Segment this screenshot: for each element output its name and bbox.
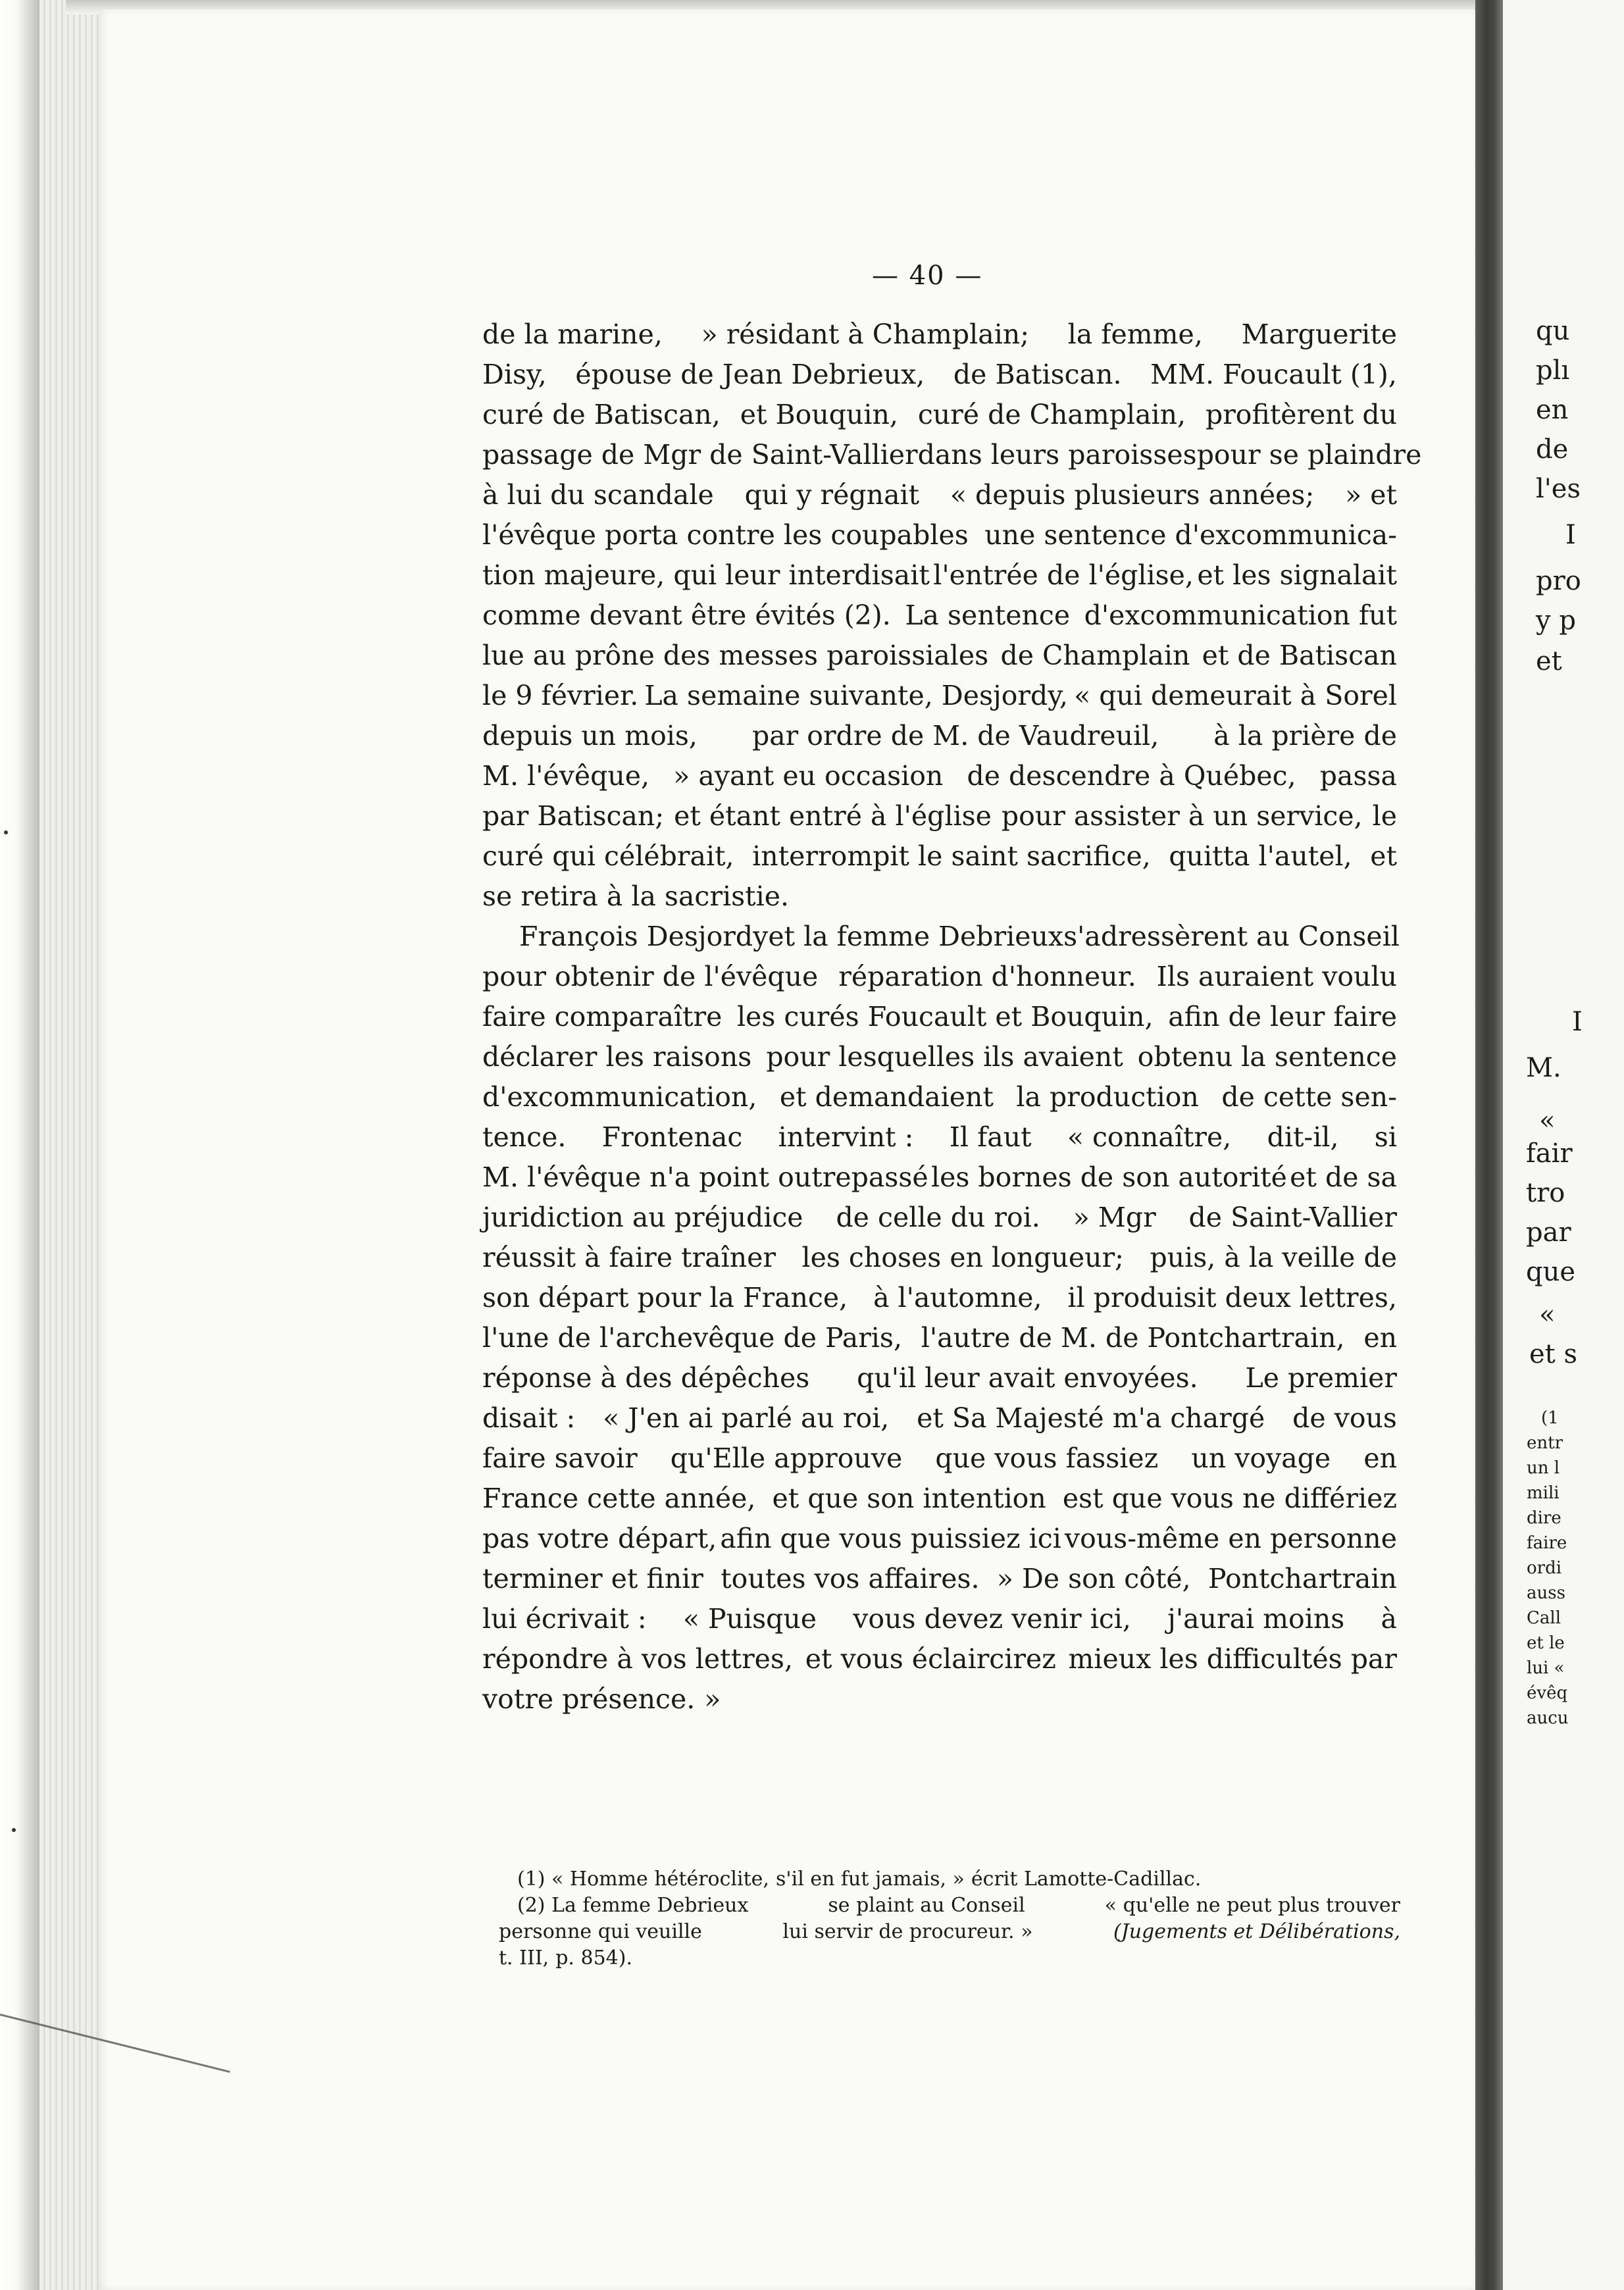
text-segment: Ils auraient voulu (1156, 961, 1397, 992)
text-segment: les curés Foucault et Bouquin, (736, 1001, 1154, 1032)
text-segment: la production (1016, 1081, 1199, 1113)
text-segment: depuis un mois, (482, 720, 698, 751)
scan-artifact-dot (4, 830, 8, 834)
text-segment: lue au prône des messes paroissiales (482, 640, 989, 671)
text-segment: et vous éclaircirez (805, 1643, 1056, 1675)
text-segment: » résidant à Champlain; (701, 318, 1030, 350)
right-page-footnote-text: ordi (1527, 1558, 1562, 1578)
text-line (482, 475, 1397, 515)
text-segment: toutes vos affaires. (721, 1563, 980, 1594)
text-segment: vous-même en personne (1064, 1523, 1397, 1554)
text-segment: l'une de l'archevêque de Paris, (482, 1322, 902, 1354)
text-line (482, 1238, 1397, 1278)
stacked-page-edges (39, 0, 102, 2290)
text-segment: de cette sen- (1221, 1081, 1397, 1113)
right-page-text: pro (1536, 566, 1581, 596)
text-segment: intervint : (778, 1121, 914, 1153)
text-segment: l'autre de M. de Pontchartrain, (921, 1322, 1345, 1354)
right-page-text: y p (1536, 605, 1576, 636)
text-segment: obtenu la sentence (1137, 1041, 1397, 1073)
text-segment: par Batiscan; (482, 800, 665, 832)
text-line (482, 836, 1397, 877)
text-segment: Pontchartrain (1208, 1563, 1397, 1594)
text-segment: à la prière de (1213, 720, 1397, 751)
text-segment: profitèrent du (1205, 399, 1397, 430)
text-segment: le (1372, 800, 1397, 832)
right-page-footnote-text: auss (1527, 1583, 1565, 1603)
text-segment: les bornes de son autorité (930, 1161, 1287, 1193)
text-line (482, 395, 1397, 435)
text-segment: La sentence (905, 599, 1071, 631)
text-segment: est que vous ne différiez (1062, 1483, 1397, 1514)
footnote-line (499, 1866, 1400, 1893)
right-page-footnote-text: mili (1527, 1483, 1560, 1503)
text-segment: d'excommunication, (482, 1081, 757, 1113)
text-segment: de descendre à Québec, (967, 760, 1296, 792)
footnotes (499, 1866, 1400, 1972)
text-segment: M. l'évêque, (482, 760, 650, 792)
text-segment: répondre à vos lettres, (482, 1643, 794, 1675)
right-page-text: I (1572, 1007, 1583, 1037)
text-segment: comme devant être évités (2). (482, 599, 891, 631)
text-segment: « connaître, (1067, 1121, 1232, 1153)
text-segment: MM. Foucault (1), (1150, 359, 1397, 390)
text-segment: à lui du scandale (482, 479, 714, 511)
text-segment: faire savoir (482, 1442, 638, 1474)
text-segment: » De son côté, (996, 1563, 1191, 1594)
text-line (482, 1077, 1397, 1117)
text-segment: pour assister à un service, (1001, 800, 1363, 832)
text-segment: « Puisque (682, 1603, 817, 1635)
text-line (482, 1318, 1397, 1358)
text-segment: quitta l'autel, (1169, 840, 1352, 872)
text-line (482, 1117, 1397, 1158)
text-segment: lui écrivait : (482, 1603, 647, 1635)
footnote-segment: se plaint au Conseil (828, 1894, 1025, 1917)
text-segment: curé de Batiscan, (482, 399, 721, 430)
text-segment: un voyage (1191, 1442, 1331, 1474)
text-line (482, 1398, 1397, 1438)
text-segment: Disy, (482, 359, 547, 390)
text-segment: passage de Mgr de Saint-Vallier (482, 439, 918, 471)
text-segment: réparation d'honneur. (838, 961, 1136, 992)
text-line (482, 676, 1397, 716)
text-segment: interrompit le saint sacrifice, (752, 840, 1151, 872)
text-segment: vous devez venir ici, (853, 1603, 1131, 1635)
footnote-segment: écrit Lamotte-Cadillac. (971, 1868, 1202, 1891)
text-line (482, 1438, 1397, 1479)
text-segment: et de sa (1290, 1161, 1397, 1193)
right-page-text: fair (1526, 1138, 1573, 1169)
right-page-text: de (1536, 434, 1569, 465)
right-page-footnote-text: dire (1527, 1508, 1561, 1528)
footnote-segment: lui servir de procureur. » (782, 1920, 1033, 1943)
text-segment: Il faut (949, 1121, 1032, 1153)
text-line (482, 716, 1397, 756)
text-segment: le 9 février. (482, 680, 639, 711)
body-text (482, 315, 1422, 1719)
text-segment: de Champlain (1000, 640, 1190, 671)
right-page-text: I (1565, 520, 1576, 550)
text-segment: et la femme Debrieux (768, 921, 1064, 952)
text-segment: à l'automne, (873, 1282, 1042, 1313)
text-segment: les choses en longueur; (801, 1242, 1124, 1273)
text-segment: tence. (482, 1121, 567, 1153)
book-gutter (1475, 0, 1503, 2290)
text-segment: j'aurai moins (1167, 1603, 1345, 1635)
text-segment: si (1374, 1121, 1397, 1153)
text-line (482, 1679, 1397, 1719)
text-segment: et demandaient (779, 1081, 994, 1113)
text-line (482, 1278, 1397, 1318)
text-segment: se retira à la sacristie. (482, 880, 790, 912)
text-segment: qui y régnait (744, 479, 920, 511)
text-segment: juridiction au préjudice (482, 1202, 803, 1233)
text-segment: pour se plaindre (1196, 439, 1422, 471)
right-page-fragment (1503, 0, 1624, 2290)
text-line (482, 1198, 1397, 1238)
text-segment: tion majeure, qui leur interdisait (482, 559, 930, 591)
text-segment: Frontenac (601, 1121, 743, 1153)
right-page-footnote-text: faire (1527, 1533, 1567, 1553)
text-segment: afin de leur faire (1168, 1001, 1397, 1032)
text-line (482, 1559, 1397, 1599)
text-line (482, 1479, 1397, 1519)
text-line (482, 877, 1397, 917)
text-segment: de la marine, (482, 318, 663, 350)
text-segment: réponse à des dépêches (482, 1362, 810, 1394)
footnote-segment: (2) La femme Debrieux (517, 1894, 749, 1917)
text-segment: et Sa Majesté m'a chargé (917, 1402, 1265, 1434)
text-segment: pour obtenir de l'évêque (482, 961, 819, 992)
text-line (482, 315, 1397, 355)
text-segment: curé qui célébrait, (482, 840, 734, 872)
text-line (482, 1358, 1397, 1398)
text-segment: son départ pour la France, (482, 1282, 848, 1313)
text-line (482, 355, 1397, 395)
text-segment: à (1381, 1603, 1397, 1635)
right-page-footnote-text: évêq (1527, 1683, 1568, 1703)
text-segment: il produisit deux lettres, (1067, 1282, 1397, 1313)
scan-artifact-dot (12, 1828, 16, 1832)
text-segment: réussit à faire traîner (482, 1242, 776, 1273)
text-line (482, 1158, 1397, 1198)
right-page-footnote-text: un l (1527, 1458, 1560, 1478)
text-line (482, 596, 1397, 636)
right-page-text: que (1526, 1257, 1576, 1287)
right-page-text: tro (1526, 1178, 1565, 1208)
text-line (482, 796, 1397, 836)
right-page-text: plı (1536, 355, 1570, 386)
text-segment: la femme, (1067, 318, 1203, 350)
footnote-segment: (Jugements et Délibérations, (1113, 1920, 1400, 1943)
right-page-text: l'es (1536, 474, 1581, 504)
text-line (482, 917, 1400, 957)
text-segment: curé de Champlain, (917, 399, 1186, 430)
right-page-text: et (1536, 646, 1562, 676)
footnote-segment: p. 854). (555, 1946, 632, 1970)
text-segment: de Saint-Vallier (1188, 1202, 1397, 1233)
right-page-text: « (1539, 1106, 1556, 1136)
right-page-footnote-text: entr (1527, 1433, 1563, 1453)
text-segment: d'excommunication fut (1084, 599, 1397, 631)
right-page-footnote-text: aucu (1527, 1708, 1569, 1728)
text-segment: qu'Elle approuve (670, 1442, 903, 1474)
text-segment: et que son intention (772, 1483, 1046, 1514)
text-segment: pour lesquelles ils avaient (766, 1041, 1123, 1073)
text-segment: une sentence d'excommunica- (984, 519, 1397, 551)
text-segment: de celle du roi. (836, 1202, 1040, 1233)
text-segment: » et (1345, 479, 1397, 511)
text-segment: en (1363, 1322, 1397, 1354)
text-segment: France cette année, (482, 1483, 756, 1514)
text-segment: et les signalait (1197, 559, 1397, 591)
text-segment: votre présence. (482, 1683, 696, 1715)
footnote-segment: « qu'elle ne peut plus trouver (1104, 1894, 1400, 1917)
text-segment: terminer et finir (482, 1563, 703, 1594)
right-page-text: et s (1529, 1339, 1577, 1369)
right-page-text: en (1536, 395, 1569, 425)
right-page-footnote-text: (1 (1541, 1408, 1559, 1428)
page-number: — 40 — (872, 261, 983, 291)
text-segment: s'adressèrent au Conseil (1063, 921, 1400, 952)
footnote-line (499, 1919, 1400, 1945)
text-segment: de Batiscan. (953, 359, 1122, 390)
text-line (482, 1037, 1397, 1077)
text-segment: épouse de Jean Debrieux, (575, 359, 925, 390)
text-line (482, 555, 1397, 596)
text-segment: et de Batiscan (1202, 640, 1397, 671)
footnote-segment: (1) « Homme hétéroclite, (517, 1868, 769, 1891)
text-segment: afin que vous puissiez ici (720, 1523, 1061, 1554)
footnote-segment: s'il en fut jamais, » (775, 1868, 965, 1891)
text-segment: François Desjordy (519, 921, 769, 952)
text-segment: La semaine suivante, Desjordy, (644, 680, 1069, 711)
text-line (482, 1599, 1397, 1639)
text-segment: puis, à la veille de (1150, 1242, 1397, 1273)
text-segment: que vous fassiez (935, 1442, 1159, 1474)
text-segment: et étant entré à l'église (674, 800, 992, 832)
right-page-footnote-text: Call (1527, 1608, 1561, 1628)
text-segment: » Mgr (1073, 1202, 1156, 1233)
text-line (482, 957, 1397, 997)
text-segment: mieux les difficultés par (1068, 1643, 1397, 1675)
text-segment: par ordre de M. de Vaudreuil, (751, 720, 1159, 751)
text-segment: dit-il, (1267, 1121, 1339, 1153)
text-segment: passa (1319, 760, 1397, 792)
text-segment: l'entrée de l'église, (933, 559, 1194, 591)
text-segment: « qui demeurait à Sorel (1074, 680, 1397, 711)
text-segment: Marguerite (1241, 318, 1397, 350)
footnote-segment: personne qui veuille (499, 1920, 702, 1943)
left-page-edge (0, 0, 39, 2290)
right-page-text: par (1526, 1217, 1571, 1248)
footnote-line (499, 1893, 1400, 1919)
right-page-text: qu (1536, 316, 1570, 346)
text-line (482, 1519, 1397, 1559)
text-line (482, 997, 1397, 1037)
text-segment: « J'en ai parlé au roi, (603, 1402, 890, 1434)
right-page-footnote-text: et le (1527, 1633, 1565, 1653)
text-segment: disait : (482, 1402, 576, 1434)
text-segment: M. l'évêque n'a point outrepassé (482, 1161, 928, 1193)
text-segment: » (704, 1683, 721, 1715)
footnote-segment: t. III, (499, 1946, 549, 1970)
text-segment: l'évêque porta contre les coupables (482, 519, 969, 551)
text-segment: » ayant eu occasion (673, 760, 944, 792)
right-page-text: « (1539, 1300, 1556, 1330)
text-line (482, 636, 1397, 676)
text-segment: et (1370, 840, 1397, 872)
text-line (482, 515, 1397, 555)
right-page-footnote-text: lui « (1527, 1658, 1565, 1678)
text-segment: faire comparaître (482, 1001, 723, 1032)
right-page-text: M. (1526, 1053, 1561, 1083)
text-segment: de vous (1292, 1402, 1397, 1434)
text-line (482, 435, 1422, 475)
text-segment: déclarer les raisons (482, 1041, 752, 1073)
footnote-line (499, 1945, 1400, 1972)
text-segment: Le premier (1245, 1362, 1397, 1394)
text-segment: « depuis plusieurs années; (950, 479, 1315, 511)
text-segment: dans leurs paroisses (917, 439, 1197, 471)
text-segment: pas votre départ, (482, 1523, 717, 1554)
text-segment: en (1363, 1442, 1397, 1474)
text-line (482, 756, 1397, 796)
text-segment: et Bouquin, (740, 399, 898, 430)
text-line (482, 1639, 1397, 1679)
text-segment: qu'il leur avait envoyées. (857, 1362, 1198, 1394)
